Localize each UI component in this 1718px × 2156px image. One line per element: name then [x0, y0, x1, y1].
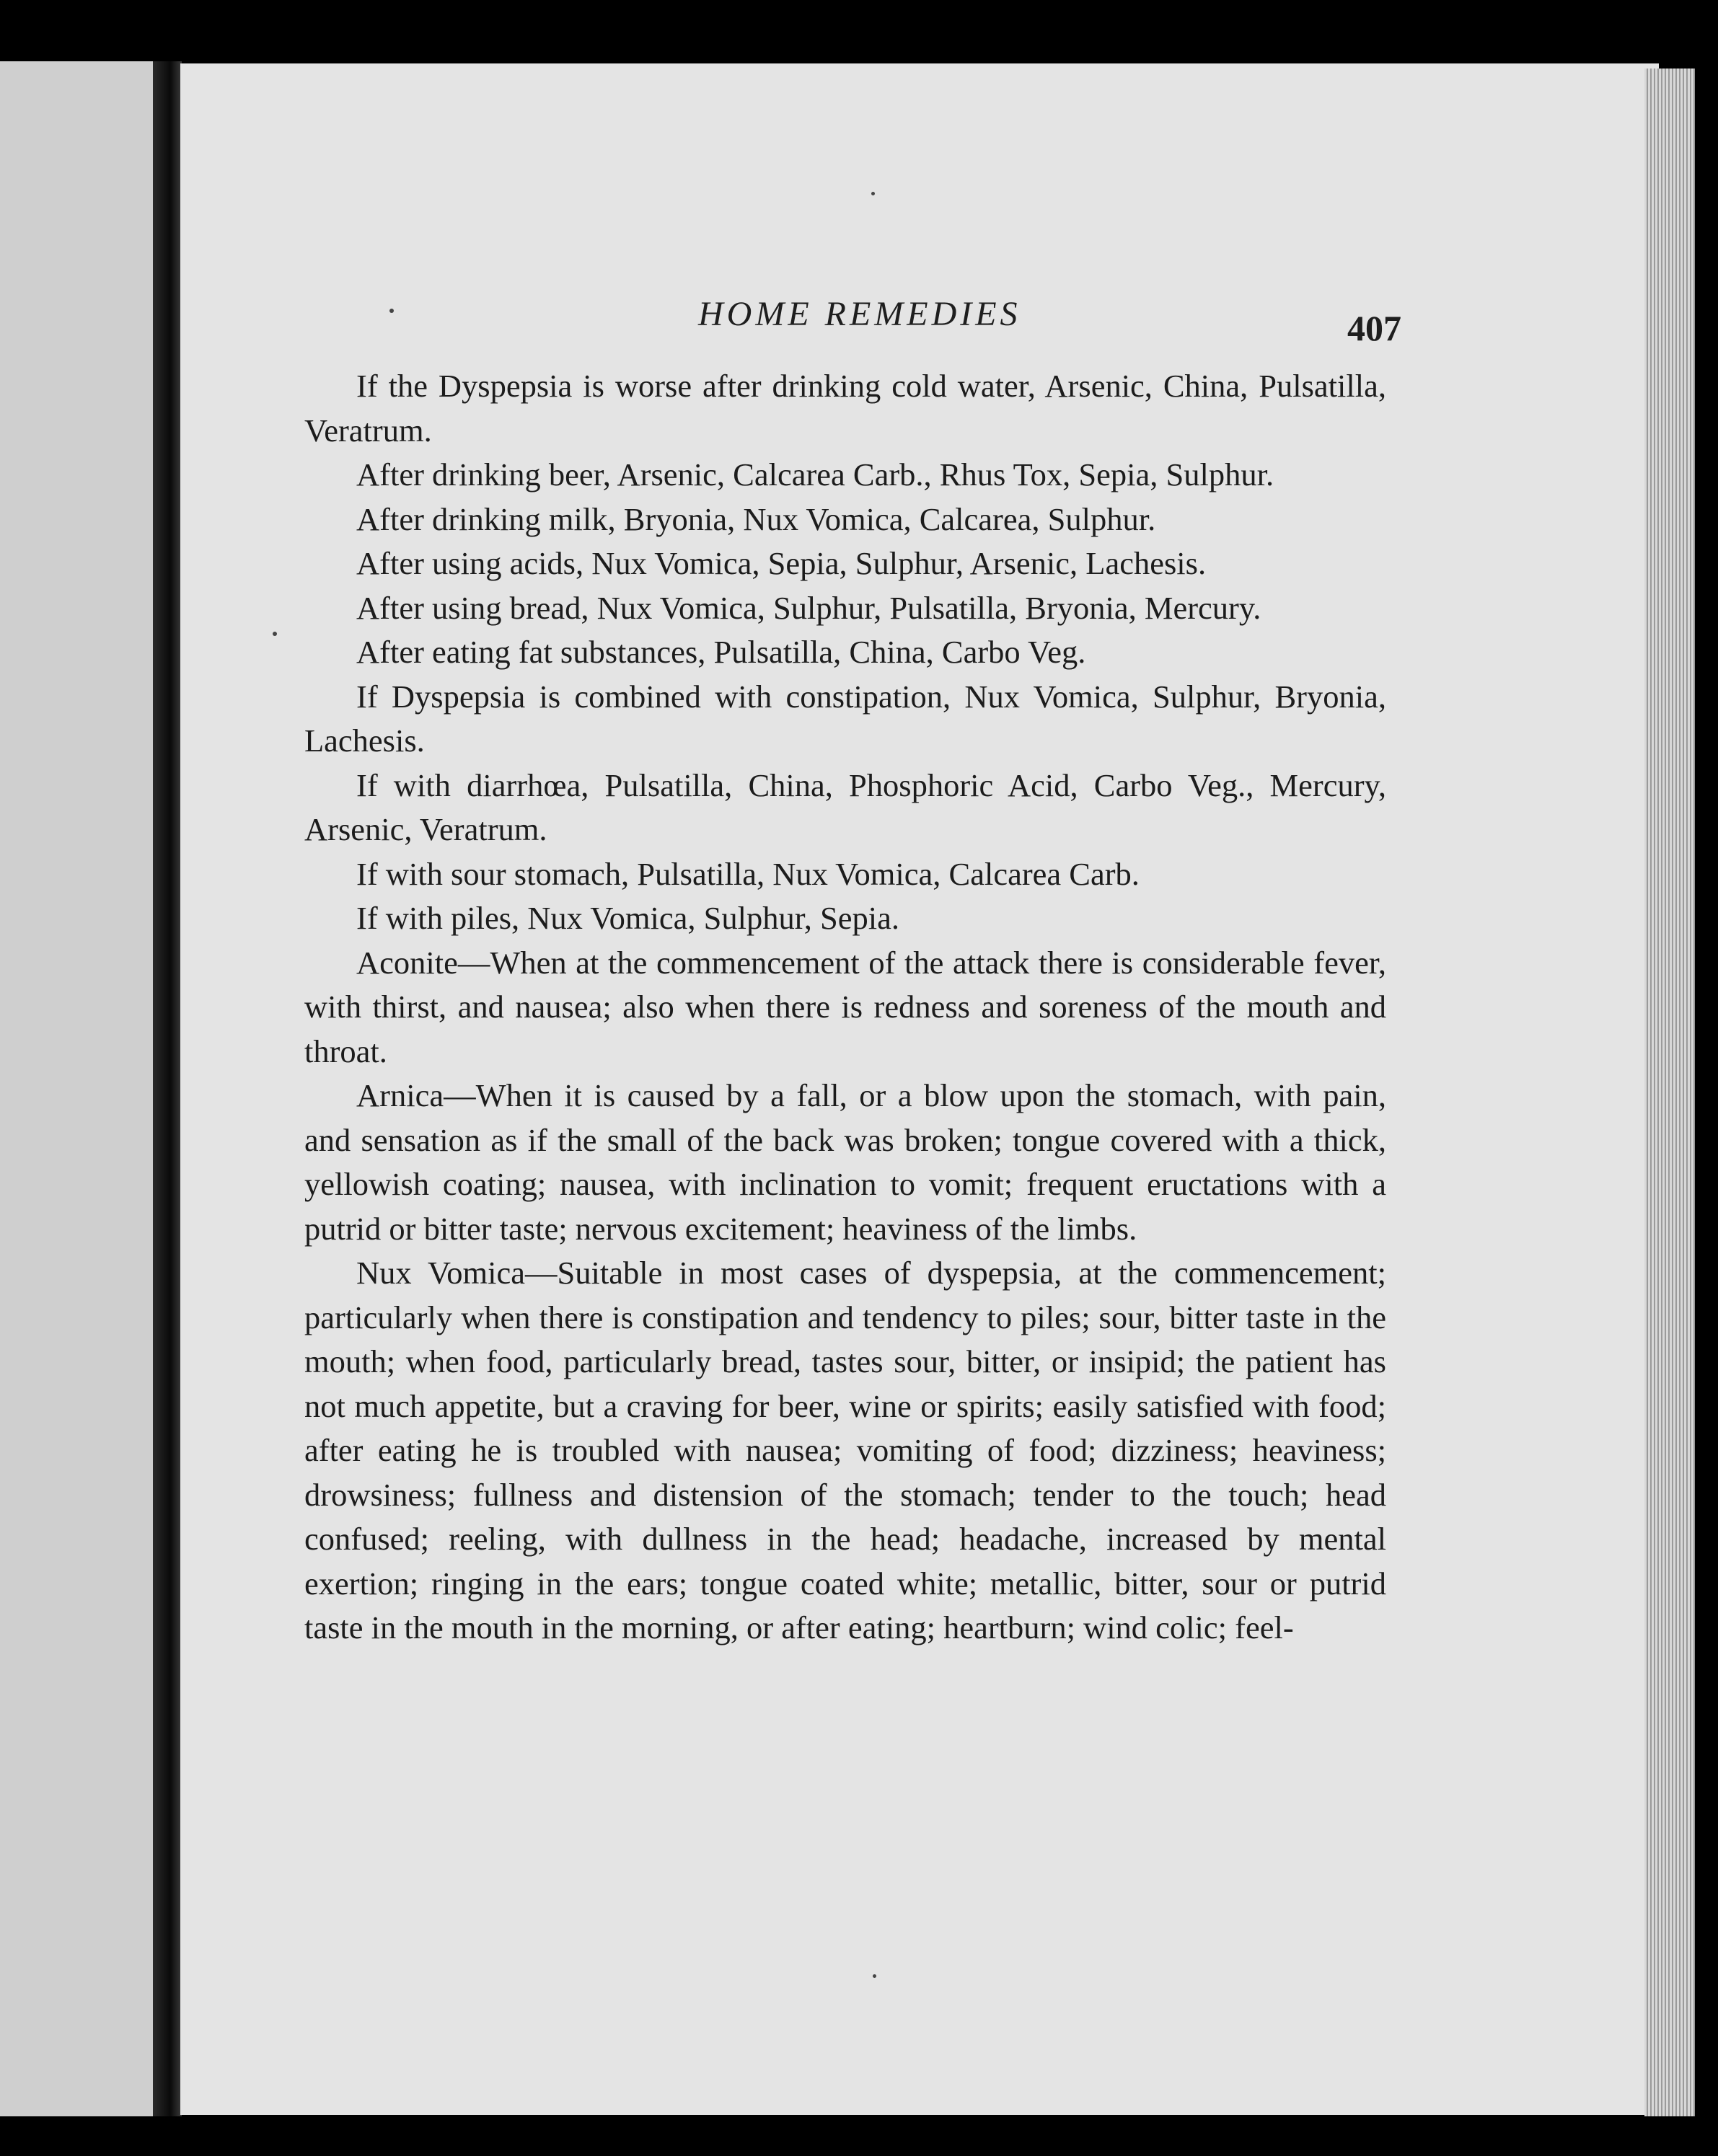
paragraph: After drinking beer, Arsenic, Calcarea Carb., Rhus Tox, Sepia, Sulphur.: [356, 456, 1274, 492]
paragraph: Aconite—When at the commencement of the attack there is considerable fever, with thirst, and nausea; also when there is redness and soreness of the mouth and throat.: [304, 944, 1386, 1069]
body-text: [304, 364, 1386, 1651]
page-number: 407: [1347, 308, 1401, 348]
page-stack-edges: [1644, 69, 1695, 2116]
dust-speck: [871, 192, 875, 195]
dust-speck: [389, 309, 394, 313]
paragraph: If with diarrhœa, Pulsatilla, China, Phosphoric Acid, Carbo Veg., Mercury, Arsenic, Veratrum.: [304, 766, 1386, 847]
paragraph: After using bread, Nux Vomica, Sulphur, Pulsatilla, Bryonia, Mercury.: [356, 589, 1261, 626]
paragraph: If the Dyspepsia is worse after drinking cold water, Arsenic, China, Pulsatilla, Veratrum.: [304, 368, 1386, 449]
running-head-title: HOME REMEDIES: [698, 295, 1021, 333]
book-spine: [153, 61, 182, 2116]
paragraph: If with sour stomach, Pulsatilla, Nux Vomica, Calcarea Carb.: [356, 855, 1140, 892]
paragraph: If with piles, Nux Vomica, Sulphur, Sepia.: [356, 900, 900, 936]
paragraph: After using acids, Nux Vomica, Sepia, Sulphur, Arsenic, Lachesis.: [356, 545, 1207, 581]
paragraph: Nux Vomica—Suitable in most cases of dyspepsia, at the commencement; particularly when there is constipation and tendency to piles; sour, bitter taste in the mouth; when food, particularly bread, tastes sour, bitter, or insipid; the patient has not much appetite, but a craving for beer, wine or spirits; easily satisfied with food; after eating he is troubled with nausea; vomiting of food; dizziness; heaviness; drowsiness; fullness and distension of the stomach; tender to the touch; head confused; reeling, with dullness in the head; headache, increased by mental exertion; ringing in the ears; tongue coated white; metallic, bitter, sour or putrid taste in the mouth in the morning, or after eating; heartburn; wind colic; feel-: [304, 1255, 1386, 1645]
dust-speck: [873, 1974, 876, 1978]
left-page-edge: [0, 61, 157, 2116]
paragraph: After eating fat substances, Pulsatilla, China, Carbo Veg.: [356, 634, 1086, 670]
paragraph: After drinking milk, Bryonia, Nux Vomica, Calcarea, Sulphur.: [356, 500, 1156, 537]
dust-speck: [273, 632, 277, 636]
paragraph: Arnica—When it is caused by a fall, or a blow upon the stomach, with pain, and sensation as if the small of the back was broken; tongue covered with a thick, yellowish coating; nausea, with inclination to vomit; frequent eructations with a putrid or bitter taste; nervous excitement; heaviness of the limbs.: [304, 1077, 1386, 1247]
paragraph: If Dyspepsia is combined with constipation, Nux Vomica, Sulphur, Bryonia, Lachesis.: [304, 678, 1386, 759]
